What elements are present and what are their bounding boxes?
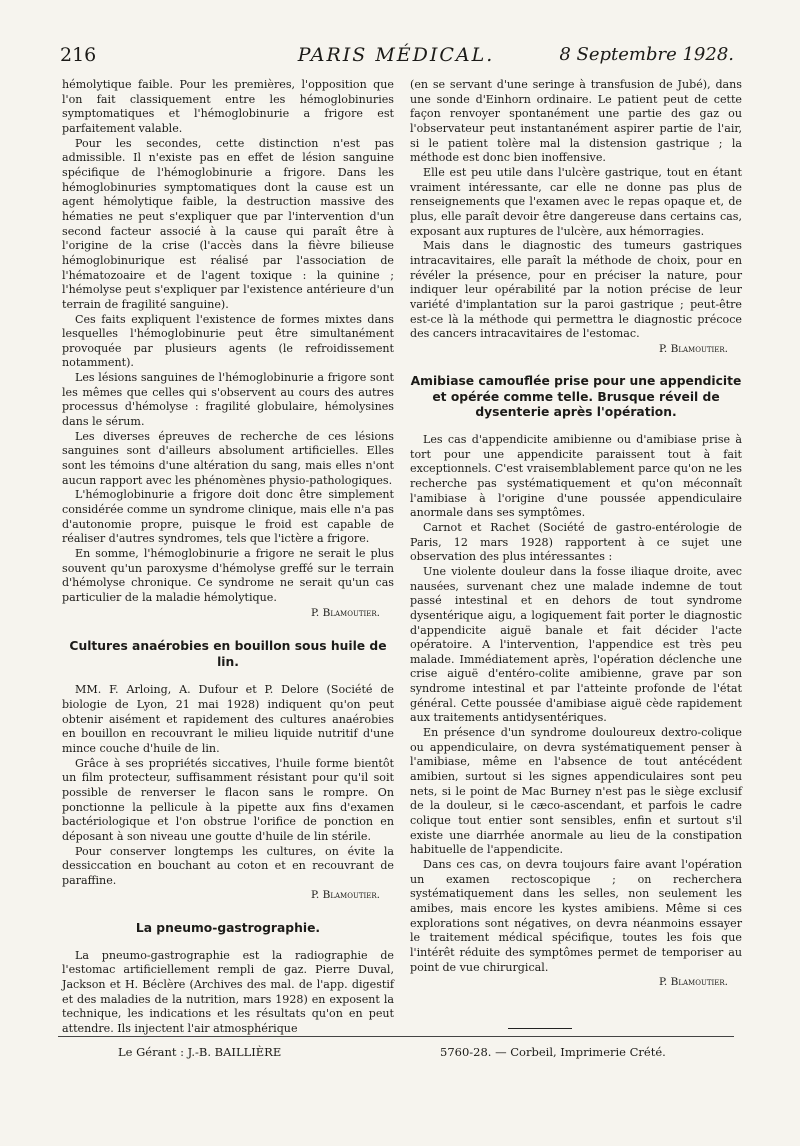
journal-title: PARIS MÉDICAL. — [297, 44, 495, 66]
paragraph: Dans ces cas, on devra toujours faire avant l'opération un examen rectoscopique ; on recherchera systématiquement dans les selles, non seulement les amibes, mais encore les kystes amibiens. Même si ces explorations sont négatives, on devra néanmoins essayer le traitement médical spécifique, toutes les fois que l'intérêt réduite des symptômes permet de temporiser au point de vue chirurgical. — [410, 858, 742, 974]
paragraph: En présence d'un syndrome douloureux dextro-colique ou appendiculaire, on devra systématiquement penser à l'amibiase, même en l'absence de tout antécédent amibien, surtout si les signes appendiculaires sont peu nets, si le point de Mac Burney n'est pas le siège exclusif de la douleur, si le cæco-ascendant, et parfois le cadre colique tout entier sont sensibles, enfin et surtout s'il existe une diarrhée anormale au lieu de la constipation habituelle de l'appendicite. — [410, 726, 742, 857]
paragraph: Mais dans le diagnostic des tumeurs gastriques intracavitaires, elle paraît la méthode de choix, pour en révéler la présence, pour en préciser la nature, pour indiquer leur opérabilité par la notion précise de leur variété d'implantation sur la paroi gastrique ; peut-être est-ce là la méthode qui permettra le diagnostic précoce des cancers intracavitaires de l'estomac. — [410, 239, 742, 341]
paragraph: Les cas d'appendicite amibienne ou d'amibiase prise à tort pour une appendicite paraissent tout à fait exceptionnels. C'est vraisemblablement parce qu'on ne les recherche pas systématiquement et qu'on méconnaît l'amibiase à l'origine d'une poussée appendiculaire anormale dans ses symptômes. — [410, 432, 742, 520]
end-rule — [508, 1028, 572, 1029]
paragraph: MM. F. Arloing, A. Dufour et P. Delore (Société de biologie de Lyon, 21 mai 1928) indiquent qu'on peut obtenir aisément et rapidement des cultures anaérobies en bouillon en recouvrant le milieu liquide nutritif d'une mince couche d'huile de lin. — [62, 683, 394, 755]
author-signature: P. Blamoutier. — [311, 889, 380, 902]
paragraph: (en se servant d'une seringe à transfusion de Jubé), dans une sonde d'Einhorn ordinaire. Le patient peut de cette façon renvoyer spontanément une partie des gaz ou l'observateur peut instantanément aspirer partie de l'air, si le patient tolère mal la distension gastrique ; la méthode est donc bien inoffensive. — [410, 78, 742, 165]
page-number: 216 — [60, 44, 97, 66]
author-signature: P. Blamoutier. — [659, 342, 728, 355]
section-heading: La pneumo-gastrographie. — [135, 921, 321, 936]
paragraph: Pour conserver longtemps les cultures, on évite la dessiccation en bouchant au coton et en recouvrant de paraffine. — [62, 844, 394, 887]
section-heading: Amibiase camouflée prise pour une appendicite et opérée comme telle. Brusque réveil de dysenterie après l'opération. — [410, 374, 742, 420]
paragraph: Une violente douleur dans la fosse iliaque droite, avec nausées, survenant chez une malade indemne de tout passé intestinal et en dehors de tout syndrome dysentérique aigu, a logiquement fait porter le diagnostic d'appendicite aiguë banale et fait décider l'acte opératoire. A l'intervention, l'appendice est très peu malade. Immédiatement après, l'opération déclenche une crise aiguë d'entéro-colite amibienne, grave par son syndrome intestinal et par l'atteinte profonde de l'état général. Cette poussée d'amibiase aiguë cède rapidement aux traitements antidysentériques. — [410, 564, 742, 725]
left-column — [62, 78, 394, 1037]
paragraph: En somme, l'hémoglobinurie a frigore ne serait le plus souvent qu'un paroxysme d'hémolyse greffé sur le terrain d'hémolyse chronique. Ce syndrome ne serait qu'un cas particulier de la maladie hémolytique. — [62, 547, 394, 604]
paragraph: Les lésions sanguines de l'hémoglobinurie a frigore sont les mêmes que celles qui s'observent au cours des autres processus d'hémolyse : fragilité globulaire, hémolysines dans le sérum. — [62, 371, 394, 429]
paragraph: La pneumo-gastrographie est la radiographie de l'estomac artificiellement rempli de gaz. Pierre Duval, Jackson et H. Béclère (Archives des mal. de l'app. digestif et des maladies de la nutrition, mars 1928) en exposent la technique, les indications et les résultats qu'on en peut attendre. Ils injectent l'air atmosphérique — [62, 948, 394, 1035]
paragraph: L'hémoglobinurie a frigore doit donc être simplement considérée comme un syndrome clinique, mais elle n'a pas d'autonomie propre, puisque le froid est capable de réaliser d'autres syndromes, tels que l'ictère a frigore. — [62, 488, 394, 546]
footer-imprint: 5760-28. — Corbeil, Imprimerie Crété. — [440, 1045, 666, 1059]
paragraph: Elle est peu utile dans l'ulcère gastrique, tout en étant vraiment intéressante, car elle ne donne pas plus de renseignements que l'examen avec le repas opaque et, de plus, elle paraît devoir être dangereuse dans certains cas, exposant aux ruptures de l'ulcère, aux hémorragies. — [410, 165, 742, 238]
paragraph: Les diverses épreuves de recherche de ces lésions sanguines sont d'ailleurs absolument artificielles. Elles sont les témoins d'une altération du sang, mais elles n'ont aucun rapport avec les phénomènes physio-pathologiques. — [62, 429, 394, 487]
footer-gerant: Le Gérant : J.-B. BAILLIÈRE — [118, 1045, 282, 1059]
paragraph: Ces faits expliquent l'existence de formes mixtes dans lesquelles l'hémoglobinurie peut être simultanément provoquée par plusieurs agents (le refroidissement notamment). — [62, 312, 394, 370]
issue-date: 8 Septembre 1928. — [559, 44, 734, 65]
paragraph: hémolytique faible. Pour les premières, l'opposition que l'on fait classiquement entre les hémoglobinuries symptomatiques et l'hémoglobinurie a frigore est parfaitement valable. — [62, 78, 394, 135]
right-column — [410, 78, 742, 990]
footer-divider — [58, 1036, 734, 1037]
page-header — [58, 38, 734, 72]
section-heading: Cultures anaérobies en bouillon sous huile de lin. — [69, 639, 387, 669]
paragraph: Carnot et Rachet (Société de gastro-entérologie de Paris, 12 mars 1928) rapportent à ce sujet une observation des plus intéressantes : — [410, 520, 742, 564]
paragraph: Grâce à ses propriétés siccatives, l'huile forme bientôt un film protecteur, suffisamment résistant pour qu'il soit possible de renverser le flacon sans le rompre. On ponctionne la pellicule à la pipette aux fins d'examen bactériologique et l'on obstrue l'orifice de ponction en déposant à son niveau une goutte d'huile de lin stérile. — [62, 756, 394, 843]
paragraph: Pour les secondes, cette distinction n'est pas admissible. Il n'existe pas en effet de lésion sanguine spécifique de l'hémoglobinurie a frigore. Dans les hémoglobinuries symptomatiques dont la cause est un agent hémolytique faible, la destruction massive des hématies ne peut s'expliquer que par l'intervention d'un second facteur associé à la cause qui paraît être à l'origine de la crise (l'accès dans la fièvre bilieuse hémoglobinurique est réalisé par l'association de l'hématozoaire et de l'agent toxique : la quinine ; l'hémolyse peut s'expliquer par l'existence antérieure d'un terrain de fragilité sanguine). — [62, 136, 394, 311]
author-signature: P. Blamoutier. — [659, 976, 728, 989]
author-signature: P. Blamoutier. — [311, 606, 380, 619]
